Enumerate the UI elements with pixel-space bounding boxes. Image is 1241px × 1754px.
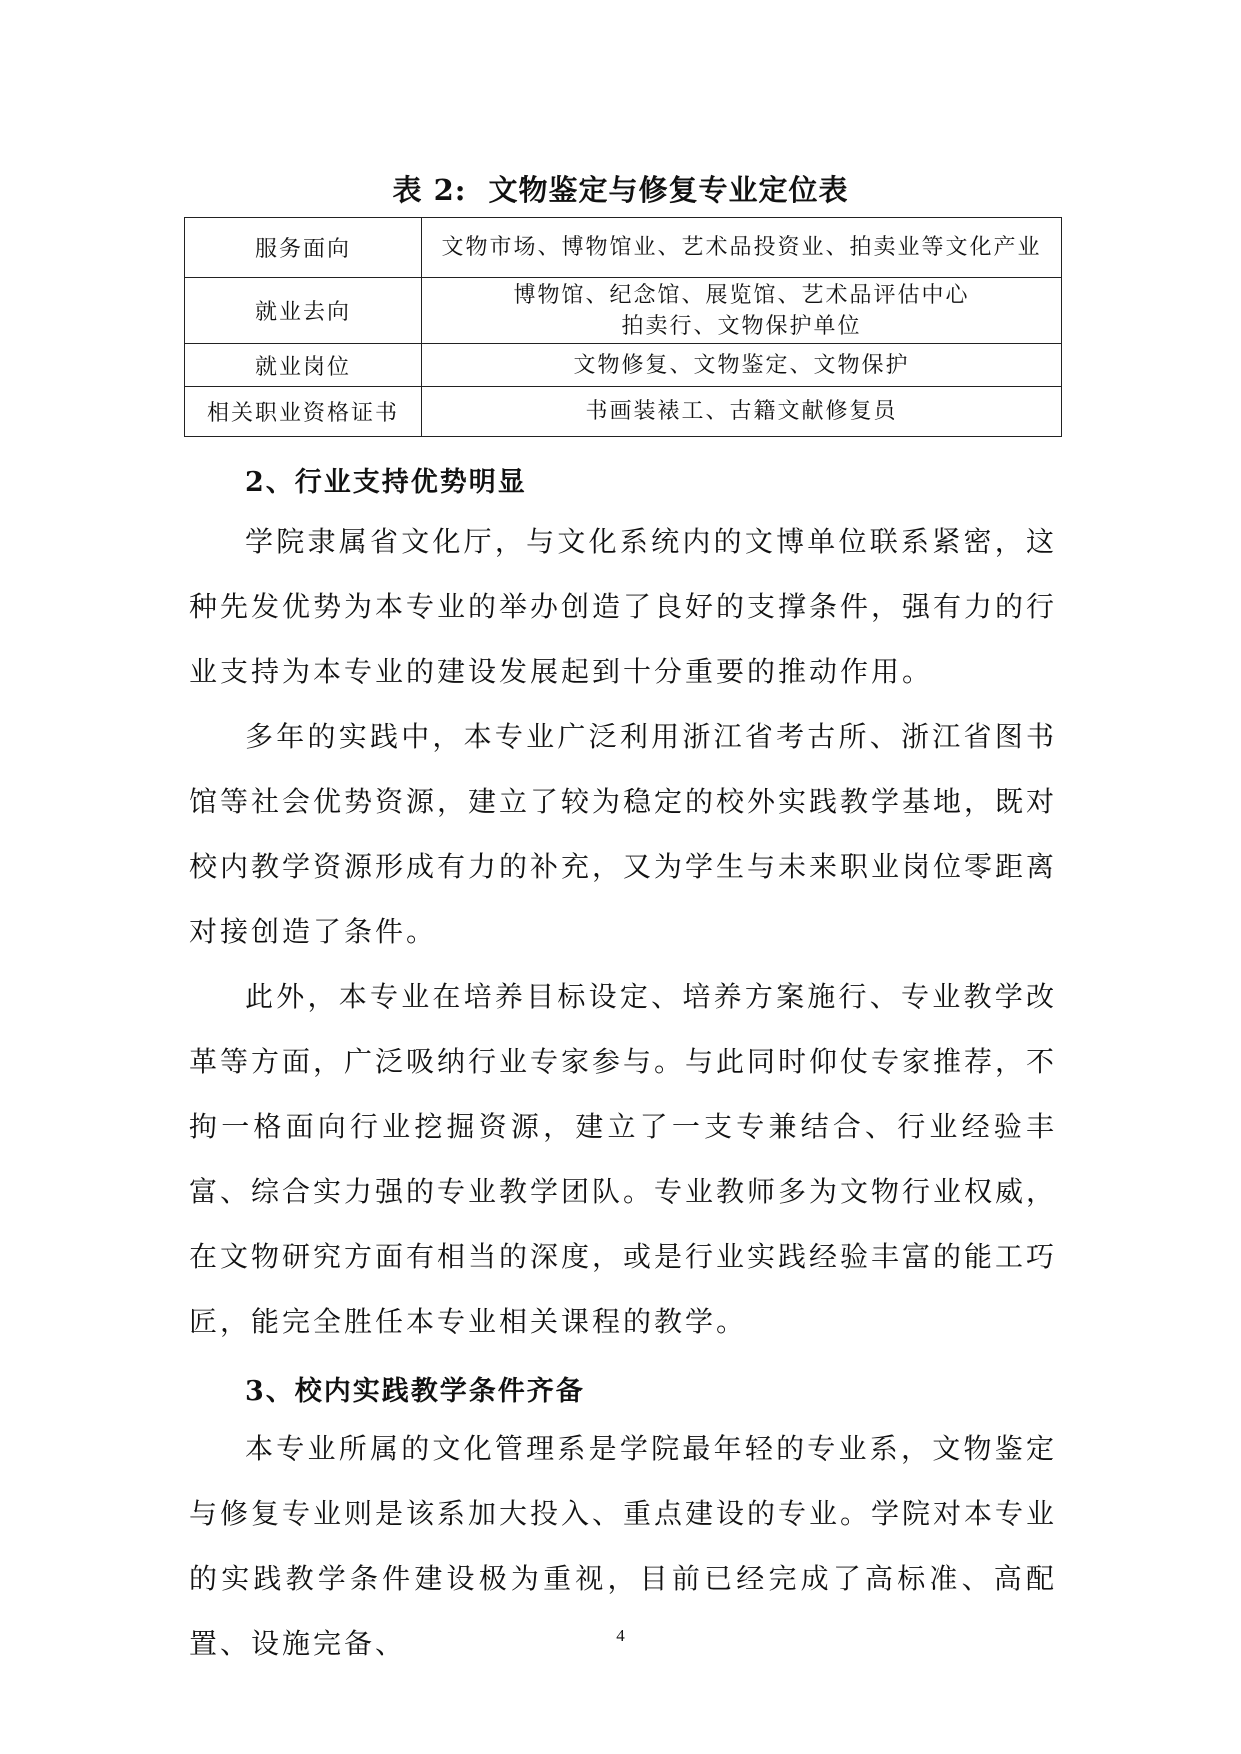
section-heading-3: 3、校内实践教学条件齐备 bbox=[245, 1376, 585, 1407]
section-heading-2: 2、行业支持优势明显 bbox=[245, 467, 527, 498]
row-label: 就业岗位 bbox=[185, 344, 422, 387]
table-title-text: 文物鉴定与修复专业定位表 bbox=[488, 173, 849, 207]
table-row bbox=[185, 278, 1062, 344]
row-label: 就业去向 bbox=[185, 278, 422, 344]
row-label: 服务面向 bbox=[185, 218, 422, 278]
row-value: 文物修复、文物鉴定、文物保护 bbox=[422, 344, 1062, 387]
positioning-table bbox=[184, 217, 1062, 437]
page-number: 4 bbox=[616, 1626, 625, 1645]
paragraph: 此外，本专业在培养目标设定、培养方案施行、专业教学改革等方面，广泛吸纳行业专家参与。与此同时仰仗专家推荐，不拘一格面向行业挖掘资源，建立了一支专兼结合、行业经验丰富、综合实力强的专业教学团队。专业教师多为文物行业权威，在文物研究方面有相当的深度，或是行业实践经验丰富的能工巧匠，能完全胜任本专业相关课程的教学。 bbox=[189, 980, 1058, 1338]
paragraph: 本专业所属的文化管理系是学院最年轻的专业系，文物鉴定与修复专业则是该系加大投入、重点建设的专业。学院对本专业的实践教学条件建设极为重视，目前已经完成了高标准、高配置、设施完备、 bbox=[189, 1432, 1058, 1660]
table-row bbox=[185, 387, 1062, 437]
row-value: 书画装裱工、古籍文献修复员 bbox=[422, 387, 1062, 437]
row-value: 文物市场、博物馆业、艺术品投资业、拍卖业等文化产业 bbox=[422, 218, 1062, 278]
table-row bbox=[185, 344, 1062, 387]
row-value: 博物馆、纪念馆、展览馆、艺术品评估中心 拍卖行、文物保护单位 bbox=[422, 278, 1062, 344]
paragraph: 多年的实践中，本专业广泛利用浙江省考古所、浙江省图书馆等社会优势资源，建立了较为稳定的校外实践教学基地，既对校内教学资源形成有力的补充，又为学生与未来职业岗位零距离对接创造了条件。 bbox=[189, 720, 1058, 948]
table-row bbox=[185, 218, 1062, 278]
paragraph: 学院隶属省文化厅，与文化系统内的文博单位联系紧密，这种先发优势为本专业的举办创造了良好的支撑条件，强有力的行业支持为本专业的建设发展起到十分重要的推动作用。 bbox=[189, 525, 1058, 688]
row-label: 相关职业资格证书 bbox=[185, 387, 422, 437]
table-title bbox=[0, 168, 1241, 209]
table-title-prefix: 表 2: bbox=[392, 173, 467, 207]
